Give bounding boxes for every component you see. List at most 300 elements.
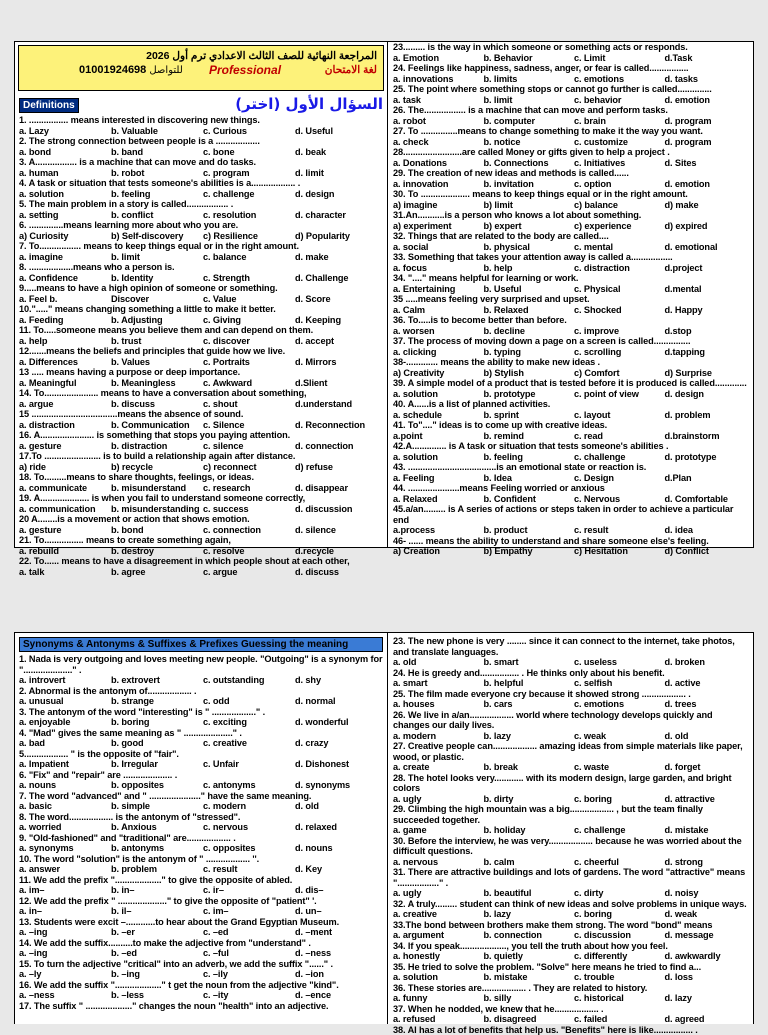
answer-option[interactable]: a. argue — [19, 399, 111, 410]
answer-option[interactable]: c. improve — [574, 326, 665, 337]
answer-option[interactable]: d. agreed — [665, 1014, 756, 1025]
answer-option[interactable]: a. imagine — [19, 252, 111, 263]
answer-option[interactable]: d. design — [295, 189, 387, 200]
answer-option[interactable]: a. social — [393, 242, 484, 253]
answer-option[interactable]: a. houses — [393, 699, 484, 710]
answer-option[interactable]: a. Confidence — [19, 273, 111, 284]
answer-option[interactable]: c. Awkward — [203, 378, 295, 389]
answer-option[interactable]: d.understand — [295, 399, 387, 410]
answer-option[interactable]: d. idea — [665, 525, 756, 536]
answer-option[interactable]: c. Physical — [574, 284, 665, 295]
answer-option[interactable]: d. loss — [665, 972, 756, 983]
answer-option[interactable]: c. emotions — [574, 74, 665, 85]
answer-option[interactable]: c. success — [203, 504, 295, 515]
answer-option[interactable]: c. Nervous — [574, 494, 665, 505]
answer-option[interactable]: d. nouns — [295, 843, 387, 854]
answer-option[interactable]: d. –ion — [295, 969, 387, 980]
answer-option[interactable]: a.point — [393, 431, 484, 442]
answer-option[interactable]: a. Feeding — [19, 315, 111, 326]
answer-option[interactable]: a. check — [393, 137, 484, 148]
answer-option[interactable]: d. Reconnection — [295, 420, 387, 431]
answer-option[interactable]: a. focus — [393, 263, 484, 274]
answer-option[interactable]: d. program — [665, 116, 756, 127]
answer-option[interactable]: c. connection — [203, 525, 295, 536]
answer-option[interactable]: d. mistake — [665, 825, 756, 836]
answer-option[interactable]: d. Sites — [665, 158, 756, 169]
answer-option[interactable]: c. Value — [203, 294, 295, 305]
answer-option[interactable]: a. im– — [19, 885, 111, 896]
answer-option[interactable]: d. –ness — [295, 948, 387, 959]
answer-option[interactable]: d. emotion — [665, 179, 756, 190]
answer-option[interactable]: a) Creation — [393, 546, 484, 557]
answer-option[interactable]: d. accept — [295, 336, 387, 347]
answer-option[interactable]: b. silly — [484, 993, 575, 1004]
answer-option[interactable]: d. limit — [295, 168, 387, 179]
answer-option[interactable]: d) Surprise — [665, 368, 756, 379]
answer-option[interactable]: b. distraction — [111, 441, 203, 452]
answer-option[interactable]: c. brain — [574, 116, 665, 127]
answer-option[interactable]: c. exciting — [203, 717, 295, 728]
answer-option[interactable]: c. selfish — [574, 678, 665, 689]
answer-option[interactable]: b. robot — [111, 168, 203, 179]
answer-option[interactable]: c. differently — [574, 951, 665, 962]
answer-option[interactable]: b) Self-discovery — [111, 231, 203, 242]
answer-option[interactable]: a. robot — [393, 116, 484, 127]
answer-option[interactable]: c. ir– — [203, 885, 295, 896]
answer-option[interactable]: b. dirty — [484, 794, 575, 805]
answer-option[interactable]: b. connection — [484, 930, 575, 941]
answer-option[interactable]: d. emotional — [665, 242, 756, 253]
answer-option[interactable]: d. forget — [665, 762, 756, 773]
answer-option[interactable]: c) Hesitation — [574, 546, 665, 557]
answer-option[interactable]: c. discover — [203, 336, 295, 347]
answer-option[interactable]: c. trouble — [574, 972, 665, 983]
answer-option[interactable]: d. old — [295, 801, 387, 812]
answer-option[interactable]: a. Lazy — [19, 126, 111, 137]
answer-option[interactable]: d. broken — [665, 657, 756, 668]
answer-option[interactable]: b. Behavior — [484, 53, 575, 64]
answer-option[interactable]: c. option — [574, 179, 665, 190]
answer-option[interactable]: b. discuss — [111, 399, 203, 410]
answer-option[interactable]: d) Conflict — [665, 546, 756, 557]
answer-option[interactable]: d.project — [665, 263, 756, 274]
answer-option[interactable]: c. useless — [574, 657, 665, 668]
answer-option[interactable]: d.recycle — [295, 546, 387, 557]
answer-option[interactable]: c. antonyms — [203, 780, 295, 791]
answer-option[interactable]: b. Adjusting — [111, 315, 203, 326]
answer-option[interactable]: a. solution — [393, 452, 484, 463]
answer-option[interactable]: b. feeling — [111, 189, 203, 200]
answer-option[interactable]: c. challenge — [574, 825, 665, 836]
answer-option[interactable]: a) ride — [19, 462, 111, 473]
answer-option[interactable]: c) reconnect — [203, 462, 295, 473]
answer-option[interactable]: a. nouns — [19, 780, 111, 791]
answer-option[interactable]: d. discussion — [295, 504, 387, 515]
answer-option[interactable]: a. Donations — [393, 158, 484, 169]
answer-option[interactable]: c. research — [203, 483, 295, 494]
answer-option[interactable]: c. bone — [203, 147, 295, 158]
answer-option[interactable]: a. solution — [393, 972, 484, 983]
answer-option[interactable]: a. refused — [393, 1014, 484, 1025]
answer-option[interactable]: c. discussion — [574, 930, 665, 941]
answer-option[interactable]: d. program — [665, 137, 756, 148]
answer-option[interactable]: c. Initiatives — [574, 158, 665, 169]
answer-option[interactable]: c. Limit — [574, 53, 665, 64]
answer-option[interactable]: b. decline — [484, 326, 575, 337]
answer-option[interactable]: c. modern — [203, 801, 295, 812]
answer-option[interactable]: b. Communication — [111, 420, 203, 431]
answer-option[interactable]: a. smart — [393, 678, 484, 689]
answer-option[interactable]: a. talk — [19, 567, 111, 578]
answer-option[interactable]: c. point of view — [574, 389, 665, 400]
answer-option[interactable]: b. invitation — [484, 179, 575, 190]
answer-option[interactable]: c. argue — [203, 567, 295, 578]
answer-option[interactable]: a. solution — [19, 189, 111, 200]
answer-option[interactable]: a. ugly — [393, 888, 484, 899]
answer-option[interactable]: b. Connections — [484, 158, 575, 169]
answer-option[interactable]: a. modern — [393, 731, 484, 742]
answer-option[interactable]: a. old — [393, 657, 484, 668]
answer-option[interactable]: b. quietly — [484, 951, 575, 962]
answer-option[interactable]: c. –ed — [203, 927, 295, 938]
answer-option[interactable]: c. Shocked — [574, 305, 665, 316]
answer-option[interactable]: a. setting — [19, 210, 111, 221]
answer-option[interactable]: a. gesture — [19, 525, 111, 536]
answer-option[interactable]: b. helpful — [484, 678, 575, 689]
answer-option[interactable]: d. Happy — [665, 305, 756, 316]
answer-option[interactable]: b. limit — [484, 95, 575, 106]
answer-option[interactable]: b) expert — [484, 221, 575, 232]
answer-option[interactable]: a. enjoyable — [19, 717, 111, 728]
answer-option[interactable]: d. tasks — [665, 74, 756, 85]
answer-option[interactable]: d) expired — [665, 221, 756, 232]
answer-option[interactable]: b. simple — [111, 801, 203, 812]
answer-option[interactable]: c. –ily — [203, 969, 295, 980]
answer-option[interactable]: d. Score — [295, 294, 387, 305]
answer-option[interactable]: c. Design — [574, 473, 665, 484]
answer-option[interactable]: d. design — [665, 389, 756, 400]
answer-option[interactable]: a. clicking — [393, 347, 484, 358]
answer-option[interactable]: b. destroy — [111, 546, 203, 557]
answer-option[interactable]: d. trees — [665, 699, 756, 710]
answer-option[interactable]: d. lazy — [665, 993, 756, 1004]
answer-option[interactable]: c. –ful — [203, 948, 295, 959]
answer-option[interactable]: a.process — [393, 525, 484, 536]
answer-option[interactable]: b. strange — [111, 696, 203, 707]
answer-option[interactable]: b. cars — [484, 699, 575, 710]
answer-option[interactable]: b. misunderstanding — [111, 504, 203, 515]
answer-option[interactable]: b. extrovert — [111, 675, 203, 686]
answer-option[interactable]: d. character — [295, 210, 387, 221]
answer-option[interactable]: c. creative — [203, 738, 295, 749]
answer-option[interactable]: d. –ence — [295, 990, 387, 1001]
answer-option[interactable]: c. boring — [574, 794, 665, 805]
answer-option[interactable]: c) experience — [574, 221, 665, 232]
answer-option[interactable]: b. notice — [484, 137, 575, 148]
answer-option[interactable]: d. noisy — [665, 888, 756, 899]
answer-option[interactable]: d. Keeping — [295, 315, 387, 326]
answer-option[interactable]: d.mental — [665, 284, 756, 295]
answer-option[interactable]: b. Idea — [484, 473, 575, 484]
answer-option[interactable]: d. beak — [295, 147, 387, 158]
answer-option[interactable]: b. remind — [484, 431, 575, 442]
answer-option[interactable]: b. in– — [111, 885, 203, 896]
answer-option[interactable]: d. strong — [665, 857, 756, 868]
answer-option[interactable]: a. Differences — [19, 357, 111, 368]
answer-option[interactable]: a. task — [393, 95, 484, 106]
answer-option[interactable]: d.tapping — [665, 347, 756, 358]
answer-option[interactable]: d.Plan — [665, 473, 756, 484]
answer-option[interactable]: a. introvert — [19, 675, 111, 686]
answer-option[interactable]: a) experiment — [393, 221, 484, 232]
answer-option[interactable]: a. create — [393, 762, 484, 773]
answer-option[interactable]: c. cheerful — [574, 857, 665, 868]
answer-option[interactable]: c. failed — [574, 1014, 665, 1025]
answer-option[interactable]: a. Feel b. — [19, 294, 111, 305]
answer-option[interactable]: a. argument — [393, 930, 484, 941]
answer-option[interactable]: b. Values — [111, 357, 203, 368]
answer-option[interactable]: b) limit — [484, 200, 575, 211]
answer-option[interactable]: b. opposites — [111, 780, 203, 791]
answer-option[interactable]: a. bad — [19, 738, 111, 749]
answer-option[interactable]: a. communication — [19, 504, 111, 515]
answer-option[interactable]: a. Relaxed — [393, 494, 484, 505]
answer-option[interactable]: d. Mirrors — [295, 357, 387, 368]
answer-option[interactable]: b. beautiful — [484, 888, 575, 899]
answer-option[interactable]: a. honestly — [393, 951, 484, 962]
answer-option[interactable]: b. –ing — [111, 969, 203, 980]
answer-option[interactable]: a) Curiosity — [19, 231, 111, 242]
answer-option[interactable]: a. worried — [19, 822, 111, 833]
answer-option[interactable]: a) Creativity — [393, 368, 484, 379]
answer-option[interactable]: c. Curious — [203, 126, 295, 137]
answer-option[interactable]: d) make — [665, 200, 756, 211]
answer-option[interactable]: a. rebuild — [19, 546, 111, 557]
answer-option[interactable]: b) recycle — [111, 462, 203, 473]
answer-option[interactable]: c. dirty — [574, 888, 665, 899]
answer-option[interactable]: d. message — [665, 930, 756, 941]
answer-option[interactable]: c. waste — [574, 762, 665, 773]
answer-option[interactable]: b. Valuable — [111, 126, 203, 137]
answer-option[interactable]: b. lazy — [484, 909, 575, 920]
answer-option[interactable]: c. im– — [203, 906, 295, 917]
answer-option[interactable]: b) Empathy — [484, 546, 575, 557]
answer-option[interactable]: a. –ly — [19, 969, 111, 980]
answer-option[interactable]: a. innovations — [393, 74, 484, 85]
answer-option[interactable]: d. crazy — [295, 738, 387, 749]
answer-option[interactable]: a. Emotion — [393, 53, 484, 64]
answer-option[interactable]: d. connection — [295, 441, 387, 452]
answer-option[interactable]: d.Slient — [295, 378, 387, 389]
answer-option[interactable]: a. –ing — [19, 948, 111, 959]
answer-option[interactable]: b. conflict — [111, 210, 203, 221]
answer-option[interactable]: c. boring — [574, 909, 665, 920]
answer-option[interactable]: d. weak — [665, 909, 756, 920]
answer-option[interactable]: c. resolution — [203, 210, 295, 221]
answer-option[interactable]: a. Meaningful — [19, 378, 111, 389]
answer-option[interactable]: c. Giving — [203, 315, 295, 326]
answer-option[interactable]: d. discuss — [295, 567, 387, 578]
answer-option[interactable]: a. Calm — [393, 305, 484, 316]
answer-option[interactable]: c. scrolling — [574, 347, 665, 358]
answer-option[interactable]: b. Meaningless — [111, 378, 203, 389]
answer-option[interactable]: c. read — [574, 431, 665, 442]
answer-option[interactable]: b. sprint — [484, 410, 575, 421]
answer-option[interactable]: a. basic — [19, 801, 111, 812]
answer-option[interactable]: b. il– — [111, 906, 203, 917]
answer-option[interactable]: a. –ing — [19, 927, 111, 938]
answer-option[interactable]: d) Popularity — [295, 231, 387, 242]
answer-option[interactable]: d. shy — [295, 675, 387, 686]
answer-option[interactable]: c. customize — [574, 137, 665, 148]
answer-option[interactable]: d. attractive — [665, 794, 756, 805]
answer-option[interactable]: b. antonyms — [111, 843, 203, 854]
answer-option[interactable]: c. behavior — [574, 95, 665, 106]
answer-option[interactable]: b. –er — [111, 927, 203, 938]
answer-option[interactable]: b. Irregular — [111, 759, 203, 770]
answer-option[interactable]: c. challenge — [203, 189, 295, 200]
answer-option[interactable]: a. solution — [393, 389, 484, 400]
answer-option[interactable]: b. feeling — [484, 452, 575, 463]
answer-option[interactable]: c. Silence — [203, 420, 295, 431]
answer-option[interactable]: c. Unfair — [203, 759, 295, 770]
answer-option[interactable]: a. Feeling — [393, 473, 484, 484]
answer-option[interactable]: d.stop — [665, 326, 756, 337]
answer-option[interactable]: d. active — [665, 678, 756, 689]
answer-option[interactable]: a) imagine — [393, 200, 484, 211]
answer-option[interactable]: a. Impatient — [19, 759, 111, 770]
answer-option[interactable]: d. Comfortable — [665, 494, 756, 505]
answer-option[interactable]: d. emotion — [665, 95, 756, 106]
answer-option[interactable]: b. limit — [111, 252, 203, 263]
answer-option[interactable]: a. gesture — [19, 441, 111, 452]
answer-option[interactable]: d. old — [665, 731, 756, 742]
answer-option[interactable]: b. smart — [484, 657, 575, 668]
answer-option[interactable]: a. worsen — [393, 326, 484, 337]
answer-option[interactable]: c. historical — [574, 993, 665, 1004]
answer-option[interactable]: c. emotions — [574, 699, 665, 710]
answer-option[interactable]: b. typing — [484, 347, 575, 358]
answer-option[interactable]: c. distraction — [574, 263, 665, 274]
answer-option[interactable]: b. band — [111, 147, 203, 158]
answer-option[interactable]: d. prototype — [665, 452, 756, 463]
answer-option[interactable]: d. –ment — [295, 927, 387, 938]
answer-option[interactable]: b. break — [484, 762, 575, 773]
answer-option[interactable]: b. –less — [111, 990, 203, 1001]
answer-option[interactable]: c) balance — [574, 200, 665, 211]
answer-option[interactable]: a. answer — [19, 864, 111, 875]
answer-option[interactable]: b. Identity — [111, 273, 203, 284]
answer-option[interactable]: c. balance — [203, 252, 295, 263]
answer-option[interactable]: d. Key — [295, 864, 387, 875]
answer-option[interactable]: a. communicate — [19, 483, 111, 494]
answer-option[interactable]: b. calm — [484, 857, 575, 868]
answer-option[interactable]: a. funny — [393, 993, 484, 1004]
answer-option[interactable]: c. Portraits — [203, 357, 295, 368]
answer-option[interactable]: b. lazy — [484, 731, 575, 742]
answer-option[interactable]: c. program — [203, 168, 295, 179]
answer-option[interactable]: d. silence — [295, 525, 387, 536]
answer-option[interactable]: b. physical — [484, 242, 575, 253]
answer-option[interactable]: d. make — [295, 252, 387, 263]
answer-option[interactable]: b. limits — [484, 74, 575, 85]
answer-option[interactable]: c) Resilience — [203, 231, 295, 242]
answer-option[interactable]: a. nervous — [393, 857, 484, 868]
answer-option[interactable]: c. odd — [203, 696, 295, 707]
answer-option[interactable]: b. Confident — [484, 494, 575, 505]
answer-option[interactable]: a. game — [393, 825, 484, 836]
answer-option[interactable]: a. synonyms — [19, 843, 111, 854]
answer-option[interactable]: d. Dishonest — [295, 759, 387, 770]
answer-option[interactable]: c. outstanding — [203, 675, 295, 686]
answer-option[interactable]: b. mistake — [484, 972, 575, 983]
answer-option[interactable]: d. awkwardly — [665, 951, 756, 962]
answer-option[interactable]: a. creative — [393, 909, 484, 920]
answer-option[interactable]: c. nervous — [203, 822, 295, 833]
answer-option[interactable]: b. agree — [111, 567, 203, 578]
answer-option[interactable]: c. shout — [203, 399, 295, 410]
answer-option[interactable]: a. schedule — [393, 410, 484, 421]
answer-option[interactable]: b. boring — [111, 717, 203, 728]
answer-option[interactable]: c. –ity — [203, 990, 295, 1001]
answer-option[interactable]: b. problem — [111, 864, 203, 875]
answer-option[interactable]: d. problem — [665, 410, 756, 421]
answer-option[interactable]: d. wonderful — [295, 717, 387, 728]
answer-option[interactable]: a. unusual — [19, 696, 111, 707]
answer-option[interactable]: a. distraction — [19, 420, 111, 431]
answer-option[interactable]: b. prototype — [484, 389, 575, 400]
answer-option[interactable]: a. bond — [19, 147, 111, 158]
answer-option[interactable]: d. Challenge — [295, 273, 387, 284]
answer-option[interactable]: a. ugly — [393, 794, 484, 805]
answer-option[interactable]: b. Anxious — [111, 822, 203, 833]
answer-option[interactable]: c. resolve — [203, 546, 295, 557]
answer-option[interactable]: d) refuse — [295, 462, 387, 473]
answer-option[interactable]: c. result — [203, 864, 295, 875]
answer-option[interactable]: b. bond — [111, 525, 203, 536]
answer-option[interactable]: d. synonyms — [295, 780, 387, 791]
answer-option[interactable]: b. Relaxed — [484, 305, 575, 316]
answer-option[interactable]: d. un– — [295, 906, 387, 917]
answer-option[interactable]: d. relaxed — [295, 822, 387, 833]
answer-option[interactable]: b. computer — [484, 116, 575, 127]
answer-option[interactable]: b. Useful — [484, 284, 575, 295]
answer-option[interactable]: b. product — [484, 525, 575, 536]
answer-option[interactable]: b. good — [111, 738, 203, 749]
answer-option[interactable]: c. challenge — [574, 452, 665, 463]
answer-option[interactable]: d. normal — [295, 696, 387, 707]
answer-option[interactable]: b. trust — [111, 336, 203, 347]
answer-option[interactable]: c. result — [574, 525, 665, 536]
answer-option[interactable]: d. dis– — [295, 885, 387, 896]
answer-option[interactable]: c. silence — [203, 441, 295, 452]
answer-option[interactable]: c) Comfort — [574, 368, 665, 379]
answer-option[interactable]: c. weak — [574, 731, 665, 742]
answer-option[interactable]: d. Useful — [295, 126, 387, 137]
answer-option[interactable]: c. mental — [574, 242, 665, 253]
answer-option[interactable]: a. innovation — [393, 179, 484, 190]
answer-option[interactable]: c. opposites — [203, 843, 295, 854]
answer-option[interactable]: a. Entertaining — [393, 284, 484, 295]
answer-option[interactable]: b. –ed — [111, 948, 203, 959]
answer-option[interactable]: Discover — [111, 294, 203, 305]
answer-option[interactable]: a. human — [19, 168, 111, 179]
answer-option[interactable]: b. help — [484, 263, 575, 274]
answer-option[interactable]: b) Stylish — [484, 368, 575, 379]
answer-option[interactable]: b. misunderstand — [111, 483, 203, 494]
answer-option[interactable]: b. disagreed — [484, 1014, 575, 1025]
answer-option[interactable]: a. –ness — [19, 990, 111, 1001]
